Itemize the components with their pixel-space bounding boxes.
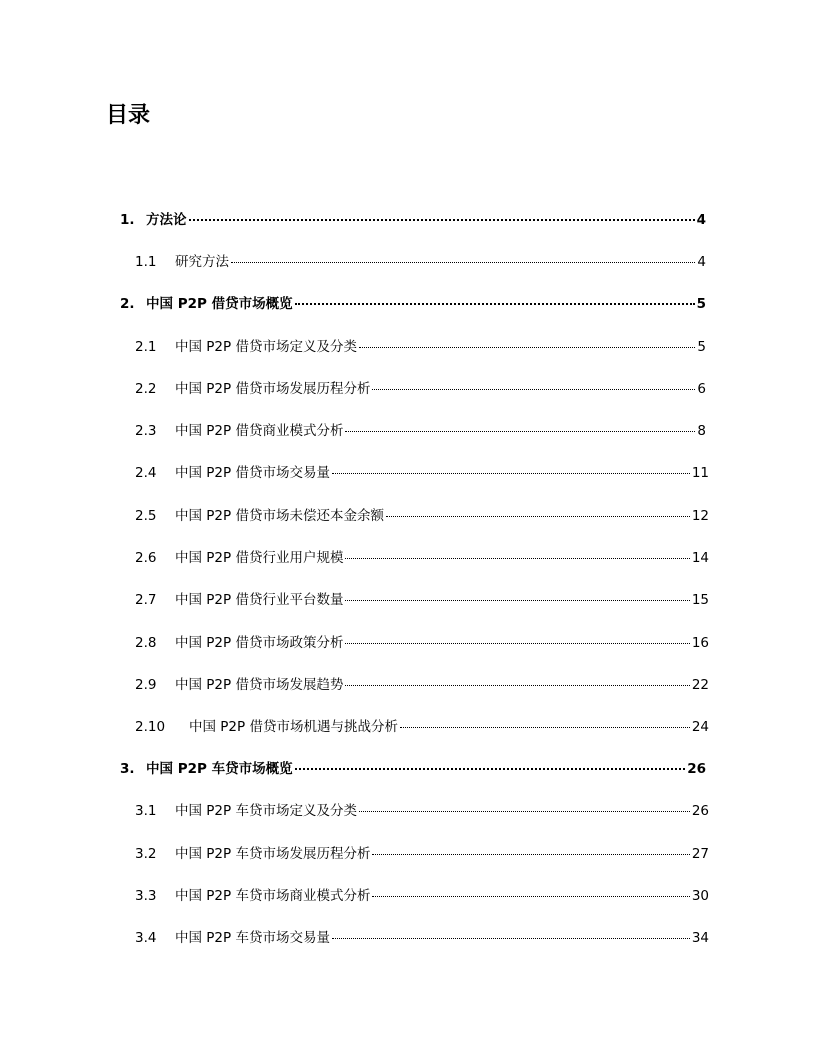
toc-entry[interactable] <box>135 506 709 526</box>
toc-entry[interactable] <box>135 928 709 948</box>
toc-entry-page-number: 8 <box>697 423 706 439</box>
toc-entry-page-number: 4 <box>697 254 706 270</box>
toc-entry-page-number: 6 <box>697 381 706 397</box>
dot-leader <box>345 431 695 432</box>
toc-entry-number: 1. <box>120 212 135 228</box>
toc-entry-number: 3.3 <box>135 888 157 904</box>
toc-entry[interactable] <box>135 633 709 653</box>
toc-entry[interactable] <box>135 844 709 864</box>
toc-entry-number: 2.5 <box>135 508 157 524</box>
toc-entry[interactable] <box>135 801 709 821</box>
toc-entry-page-number: 16 <box>691 635 709 651</box>
toc-entry-number: 3.2 <box>135 846 157 862</box>
toc-entry-page-number: 15 <box>691 592 709 608</box>
toc-entry-number: 2.2 <box>135 381 157 397</box>
dot-leader <box>345 558 689 559</box>
toc-entry-title: 研究方法 <box>175 254 229 270</box>
toc-entry-title: 中国 P2P 借贷市场政策分析 <box>175 635 344 651</box>
dot-leader <box>345 643 689 644</box>
toc-entry-title: 中国 P2P 借贷市场交易量 <box>175 465 330 481</box>
page-title: 目录 <box>106 103 151 128</box>
toc-entry[interactable] <box>135 717 709 737</box>
toc-entry-page-number: 24 <box>691 719 709 735</box>
toc-entry-title: 中国 P2P 借贷行业用户规模 <box>175 550 344 566</box>
toc-entry-title: 方法论 <box>146 212 187 228</box>
dot-leader <box>372 389 695 390</box>
toc-entry-number: 2.10 <box>135 719 166 735</box>
toc-entry-number: 2.4 <box>135 465 157 481</box>
toc-entry-page-number: 34 <box>691 930 709 946</box>
dot-leader <box>386 516 690 517</box>
toc-entry[interactable] <box>135 590 709 610</box>
toc-entry-page-number: 12 <box>691 508 709 524</box>
toc-entry-title: 中国 P2P 借贷商业模式分析 <box>175 423 344 439</box>
dot-leader <box>189 219 695 221</box>
toc-entry[interactable] <box>135 548 709 568</box>
toc-entry[interactable] <box>135 463 709 483</box>
toc-entry-title: 中国 P2P 借贷市场发展历程分析 <box>175 381 371 397</box>
toc-entry-title: 中国 P2P 车贷市场交易量 <box>175 930 330 946</box>
toc-entry-title: 中国 P2P 借贷市场定义及分类 <box>175 339 357 355</box>
dot-leader <box>400 727 690 728</box>
toc-entry-page-number: 14 <box>691 550 709 566</box>
toc-entry-number: 1.1 <box>135 254 157 270</box>
toc-entry-number: 2. <box>120 296 135 312</box>
toc-entry[interactable] <box>135 252 706 272</box>
toc-entry-page-number: 22 <box>691 677 709 693</box>
toc-entry[interactable] <box>135 379 706 399</box>
toc-entry[interactable] <box>120 759 706 779</box>
dot-leader <box>372 854 689 855</box>
toc-entry-number: 2.1 <box>135 339 157 355</box>
dot-leader <box>332 473 690 474</box>
toc-entry-number: 3.4 <box>135 930 157 946</box>
dot-leader <box>345 685 689 686</box>
dot-leader <box>332 938 690 939</box>
toc-entry-number: 2.9 <box>135 677 157 693</box>
toc-entry-page-number: 26 <box>687 761 706 777</box>
toc-entry-page-number: 11 <box>691 465 709 481</box>
toc-entry-number: 2.7 <box>135 592 157 608</box>
toc-entry-number: 3. <box>120 761 135 777</box>
toc-entry[interactable] <box>120 210 706 230</box>
toc-entry-number: 3.1 <box>135 803 157 819</box>
toc-entry-title: 中国 P2P 借贷市场未偿还本金余额 <box>175 508 384 524</box>
toc-entry-page-number: 5 <box>697 339 706 355</box>
toc-entry-number: 2.8 <box>135 635 157 651</box>
dot-leader <box>295 303 695 305</box>
toc-entry[interactable] <box>135 675 709 695</box>
toc-entry-page-number: 30 <box>691 888 709 904</box>
toc-entry-number: 2.3 <box>135 423 157 439</box>
toc-entry[interactable] <box>120 294 706 314</box>
dot-leader <box>345 600 689 601</box>
dot-leader <box>231 262 695 263</box>
toc-entry-page-number: 26 <box>691 803 709 819</box>
toc-entry-title: 中国 P2P 借贷行业平台数量 <box>175 592 344 608</box>
toc-entry-number: 2.6 <box>135 550 157 566</box>
toc-entry-page-number: 5 <box>696 296 706 312</box>
dot-leader <box>359 811 690 812</box>
toc-entry-title: 中国 P2P 车贷市场商业模式分析 <box>175 888 371 904</box>
toc-entry-title: 中国 P2P 车贷市场概览 <box>146 761 293 777</box>
toc-entry[interactable] <box>135 421 706 441</box>
dot-leader <box>295 768 686 770</box>
toc-entry[interactable] <box>135 886 709 906</box>
toc-entry-page-number: 27 <box>691 846 709 862</box>
toc-entry[interactable] <box>135 337 706 357</box>
toc-entry-title: 中国 P2P 车贷市场发展历程分析 <box>175 846 371 862</box>
toc-entry-title: 中国 P2P 借贷市场机遇与挑战分析 <box>189 719 398 735</box>
dot-leader <box>359 347 695 348</box>
toc-entry-title: 中国 P2P 车贷市场定义及分类 <box>175 803 357 819</box>
toc-entry-page-number: 4 <box>696 212 706 228</box>
toc-entry-title: 中国 P2P 借贷市场发展趋势 <box>175 677 344 693</box>
toc-entry-title: 中国 P2P 借贷市场概览 <box>146 296 293 312</box>
dot-leader <box>372 896 689 897</box>
